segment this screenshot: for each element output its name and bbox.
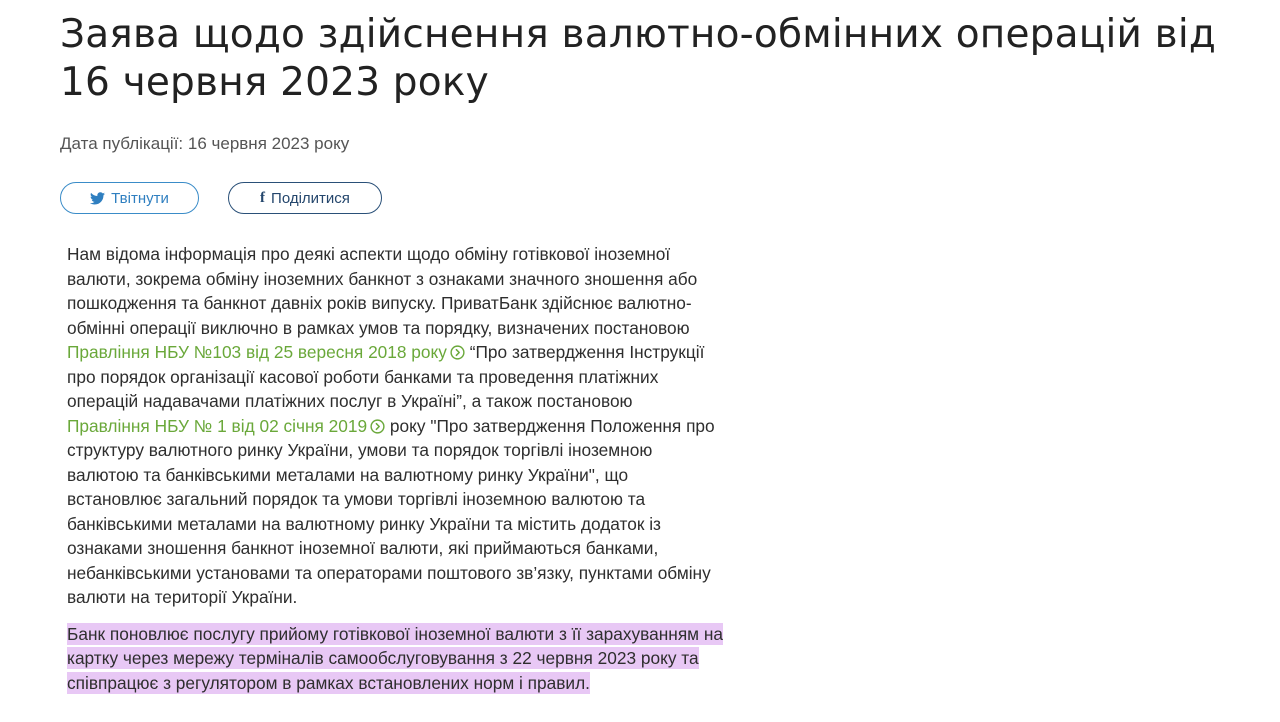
highlighted-paragraph bbox=[67, 622, 827, 696]
text-line: операцій надавачами платіжних послуг в Україні”, а також постановою bbox=[67, 391, 633, 411]
highlighted-text: Банк поновлює послугу прийому готівкової іноземної валюти з її зарахуванням на bbox=[67, 623, 724, 644]
text-line: пошкодження та банкнот давніх років випуску. ПриватБанк здійснює валютно- bbox=[67, 293, 692, 313]
text-line: валютою та банківськими металами на валютному ринку України", що bbox=[67, 464, 629, 485]
page-title: Заява щодо здійснення валютно-обмінних операцій від 16 червня 2023 року bbox=[60, 12, 1217, 105]
share-button-label: Поділитися bbox=[271, 189, 350, 207]
nbu-resolution-1-link[interactable] bbox=[67, 416, 385, 436]
article-paragraph bbox=[67, 242, 827, 610]
text-fragment: “Про затвердження Інструкції bbox=[464, 342, 705, 362]
text-line: обмінні операції виключно в рамках умов та порядку, визначених постановою bbox=[67, 317, 690, 338]
text-fragment: року "Про затвердження Положення про bbox=[385, 415, 715, 436]
link-text: Правління НБУ №103 від 25 вересня 2018 року bbox=[67, 342, 447, 362]
facebook-share-button[interactable] bbox=[228, 182, 382, 214]
highlighted-text: співпрацює з регулятором в рамках встановлених норм і правил. bbox=[67, 672, 590, 693]
text-line bbox=[67, 646, 827, 671]
facebook-f-icon: f bbox=[260, 189, 266, 206]
link-text: Правління НБУ № 1 від 02 січня 2019 bbox=[67, 415, 368, 436]
circle-arrow-right-icon bbox=[450, 345, 465, 360]
text-line: Нам відома інформація про деякі аспекти щодо обміну готівкової іноземної bbox=[67, 244, 671, 264]
twitter-bird-icon bbox=[90, 192, 105, 205]
tweet-button-label: Твітнути bbox=[111, 189, 169, 207]
highlighted-text: картку через мережу терміналів самообслуговування з 22 червня 2023 року та bbox=[67, 648, 699, 668]
text-line: ознаками зношення банкнот іноземної валюти, які приймаються банками, bbox=[67, 538, 659, 558]
nbu-resolution-103-link[interactable] bbox=[67, 342, 465, 362]
text-line: структуру валютного ринку України, умови та порядок торгівлі іноземною bbox=[67, 440, 653, 460]
tweet-button[interactable] bbox=[60, 182, 199, 214]
article-body bbox=[67, 242, 827, 695]
circle-arrow-right-icon bbox=[370, 419, 385, 434]
text-line: валюти на території України. bbox=[67, 587, 298, 607]
text-line bbox=[67, 622, 827, 647]
text-line: небанківськими установами та операторами поштового зв’язку, пунктами обміну bbox=[67, 562, 711, 583]
text-line: банківськими металами на валютному ринку України та містить додаток із bbox=[67, 513, 661, 534]
text-line: про порядок організації касової роботи банками та проведення платіжних bbox=[67, 366, 659, 387]
text-line bbox=[67, 671, 827, 696]
text-line bbox=[67, 414, 827, 439]
text-line: валюти, зокрема обміну іноземних банкнот з ознаками значного зношення або bbox=[67, 268, 698, 289]
text-line: встановлює загальний порядок та умови торгівлі іноземною валютою та bbox=[67, 489, 646, 509]
text-line bbox=[67, 340, 827, 365]
publication-date: Дата публікації: 16 червня 2023 року bbox=[60, 134, 350, 153]
